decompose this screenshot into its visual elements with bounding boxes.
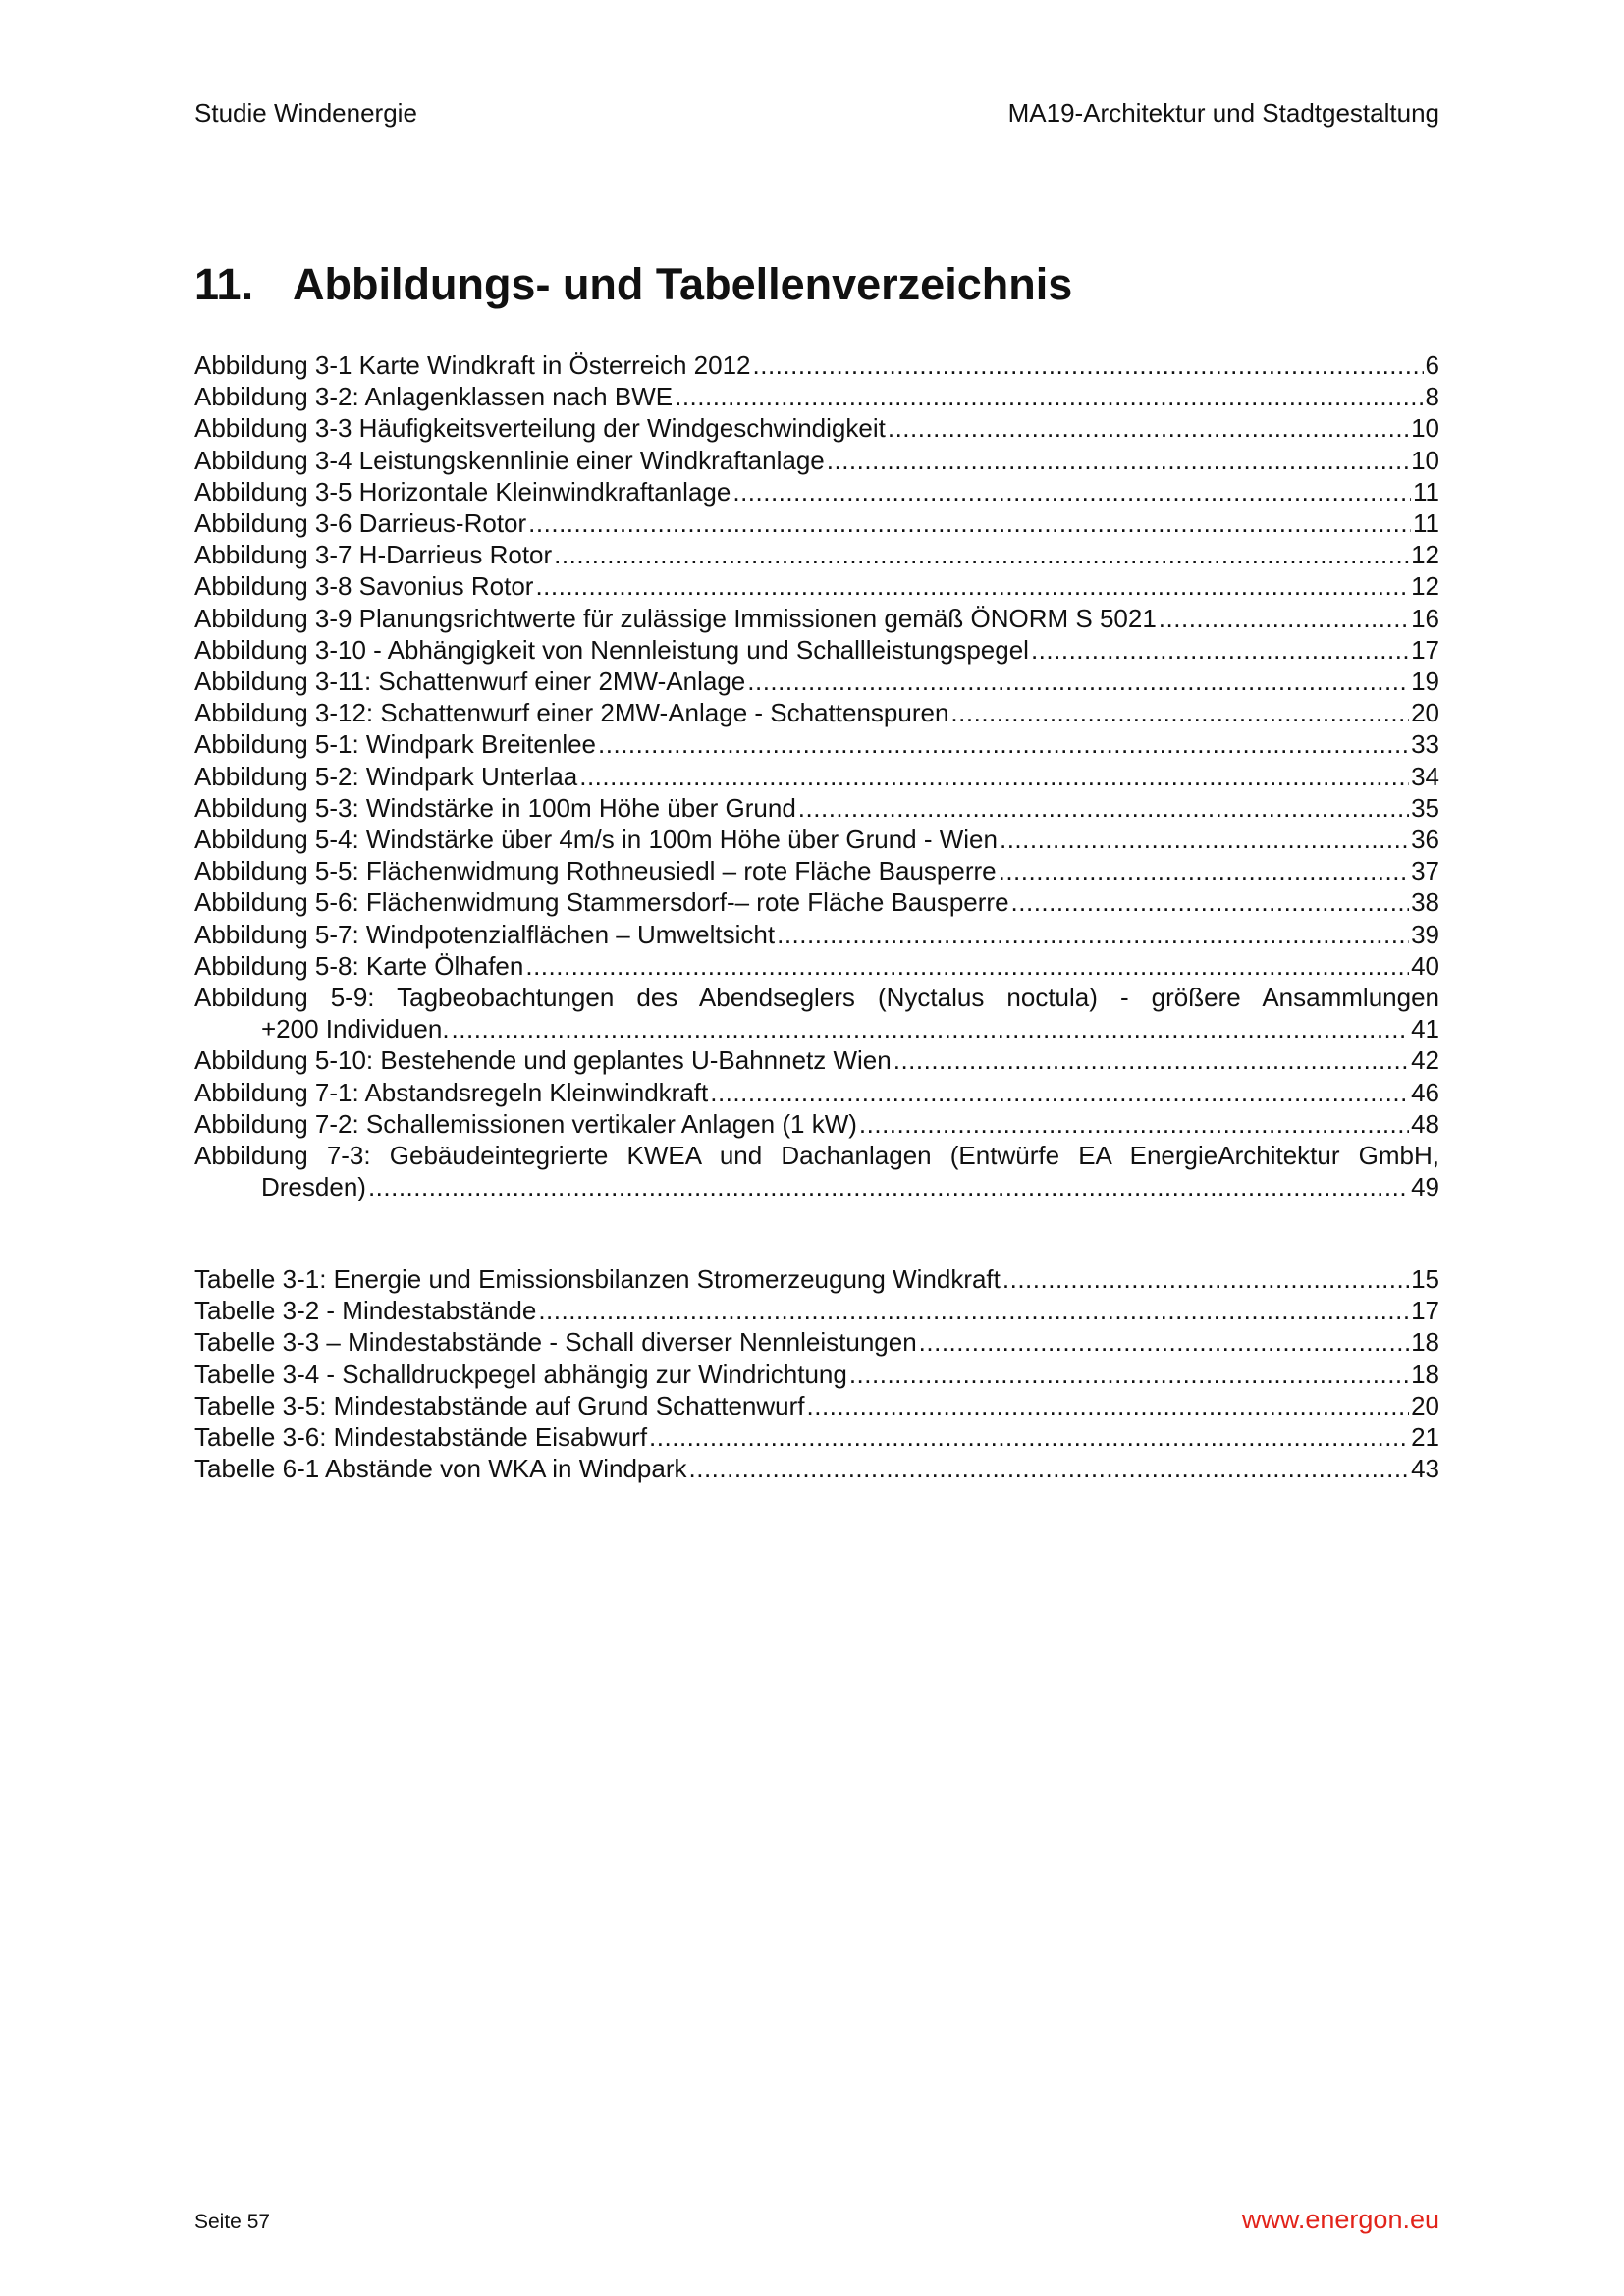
figure-entry[interactable]: Abbildung 5-6: Flächenwidmung Stammersdorf-– rote Fläche Bausperre ..... 38 [194,886,1439,918]
chapter-title-text: Abbildungs- und Tabellenverzeichnis [293,259,1073,309]
table-entry[interactable]: Tabelle 3-3 – Mindestabstände - Schall diverser Nennleistungen ..... 18 [194,1326,1439,1358]
figure-entry[interactable]: Abbildung 3-5 Horizontale Kleinwindkraftanlage ..... 11 [194,476,1439,507]
table-entry[interactable]: Tabelle 3-2 - Mindestabstände ..... 17 [194,1295,1439,1326]
table-entry[interactable]: Tabelle 3-4 - Schalldruckpegel abhängig zur Windrichtung ..... 18 [194,1359,1439,1390]
chapter-title [194,257,1072,312]
figure-entry[interactable]: Abbildung 5-5: Flächenwidmung Rothneusiedl – rote Fläche Bausperre ..... 37 [194,855,1439,886]
table-entry[interactable]: Tabelle 3-6: Mindestabstände Eisabwurf ..... 21 [194,1421,1439,1453]
figure-entry[interactable]: Abbildung 3-8 Savonius Rotor ..... 12 [194,570,1439,602]
figure-entry[interactable]: Abbildung 3-12: Schattenwurf einer 2MW-Anlage - Schattenspuren ..... 20 [194,697,1439,728]
figure-entry[interactable]: Abbildung 5-3: Windstärke in 100m Höhe über Grund ..... 35 [194,792,1439,824]
figure-entry[interactable]: Abbildung 3-3 Häufigkeitsverteilung der Windgeschwindigkeit ..... 10 [194,412,1439,444]
figure-entry[interactable]: Abbildung 7-1: Abstandsregeln Kleinwindkraft ..... 46 [194,1077,1439,1108]
table-entry[interactable]: Tabelle 3-1: Energie und Emissionsbilanzen Stromerzeugung Windkraft ..... 15 [194,1263,1439,1295]
figure-entry[interactable]: Abbildung 3-10 - Abhängigkeit von Nennleistung und Schallleistungspegel ..... 17 [194,634,1439,666]
figure-entry[interactable]: Abbildung 5-8: Karte Ölhafen ..... 40 [194,950,1439,982]
chapter-number: 11. [194,259,254,309]
list-of-tables [194,1263,1439,1484]
figure-entry[interactable]: Abbildung 3-7 H-Darrieus Rotor ..... 12 [194,539,1439,570]
figure-entry[interactable]: Abbildung 3-4 Leistungskennlinie einer Windkraftanlage ..... 10 [194,445,1439,476]
website-link[interactable]: www.energon.eu [1241,2205,1439,2234]
figure-entry[interactable]: Abbildung 3-2: Anlagenklassen nach BWE ..... 8 [194,381,1439,412]
page-header [194,96,1439,130]
page-number: Seite 57 [194,2211,271,2233]
figure-entry[interactable]: Abbildung 7-2: Schallemissionen vertikaler Anlagen (1 kW) ..... 48 [194,1108,1439,1140]
list-of-figures [194,349,1439,1202]
figure-entry[interactable]: Abbildung 5-2: Windpark Unterlaa ..... 34 [194,761,1439,792]
figure-entry[interactable]: Abbildung 5-7: Windpotenzialflächen – Umweltsicht ..... 39 [194,919,1439,950]
figure-entry[interactable]: Abbildung 3-11: Schattenwurf einer 2MW-Anlage ..... 19 [194,666,1439,697]
page-footer [194,2205,1439,2235]
figure-entry-7-3[interactable]: Abbildung 7-3: Gebäudeintegrierte KWEA und Dachanlagen (Entwürfe EA EnergieArchitektur GmbH, Dresden) ..... 49 [194,1140,1439,1202]
table-entry[interactable]: Tabelle 6-1 Abstände von WKA in Windpark ..... 43 [194,1453,1439,1484]
figure-entry[interactable]: Abbildung 3-1 Karte Windkraft in Österreich 2012 ..... 6 [194,349,1439,381]
figure-entry[interactable]: Abbildung 3-9 Planungsrichtwerte für zulässige Immissionen gemäß ÖNORM S 5021 ..... 16 [194,603,1439,634]
figure-entry[interactable]: Abbildung 5-1: Windpark Breitenlee ..... 33 [194,728,1439,760]
figure-entry-5-9[interactable]: Abbildung 5-9: Tagbeobachtungen des Abendseglers (Nyctalus noctula) - größere Ansammlungen +200 Individuen. ..... 41 [194,982,1439,1044]
header-document-title: Studie Windenergie [194,98,417,128]
table-entry[interactable]: Tabelle 3-5: Mindestabstände auf Grund Schattenwurf ..... 20 [194,1390,1439,1421]
figure-entry[interactable]: Abbildung 3-6 Darrieus-Rotor ..... 11 [194,507,1439,539]
figure-entry[interactable]: Abbildung 5-4: Windstärke über 4m/s in 100m Höhe über Grund - Wien ..... 36 [194,824,1439,855]
figure-entry[interactable]: Abbildung 5-10: Bestehende und geplantes U-Bahnnetz Wien ..... 42 [194,1044,1439,1076]
header-department: MA19-Architektur und Stadtgestaltung [1007,98,1439,128]
